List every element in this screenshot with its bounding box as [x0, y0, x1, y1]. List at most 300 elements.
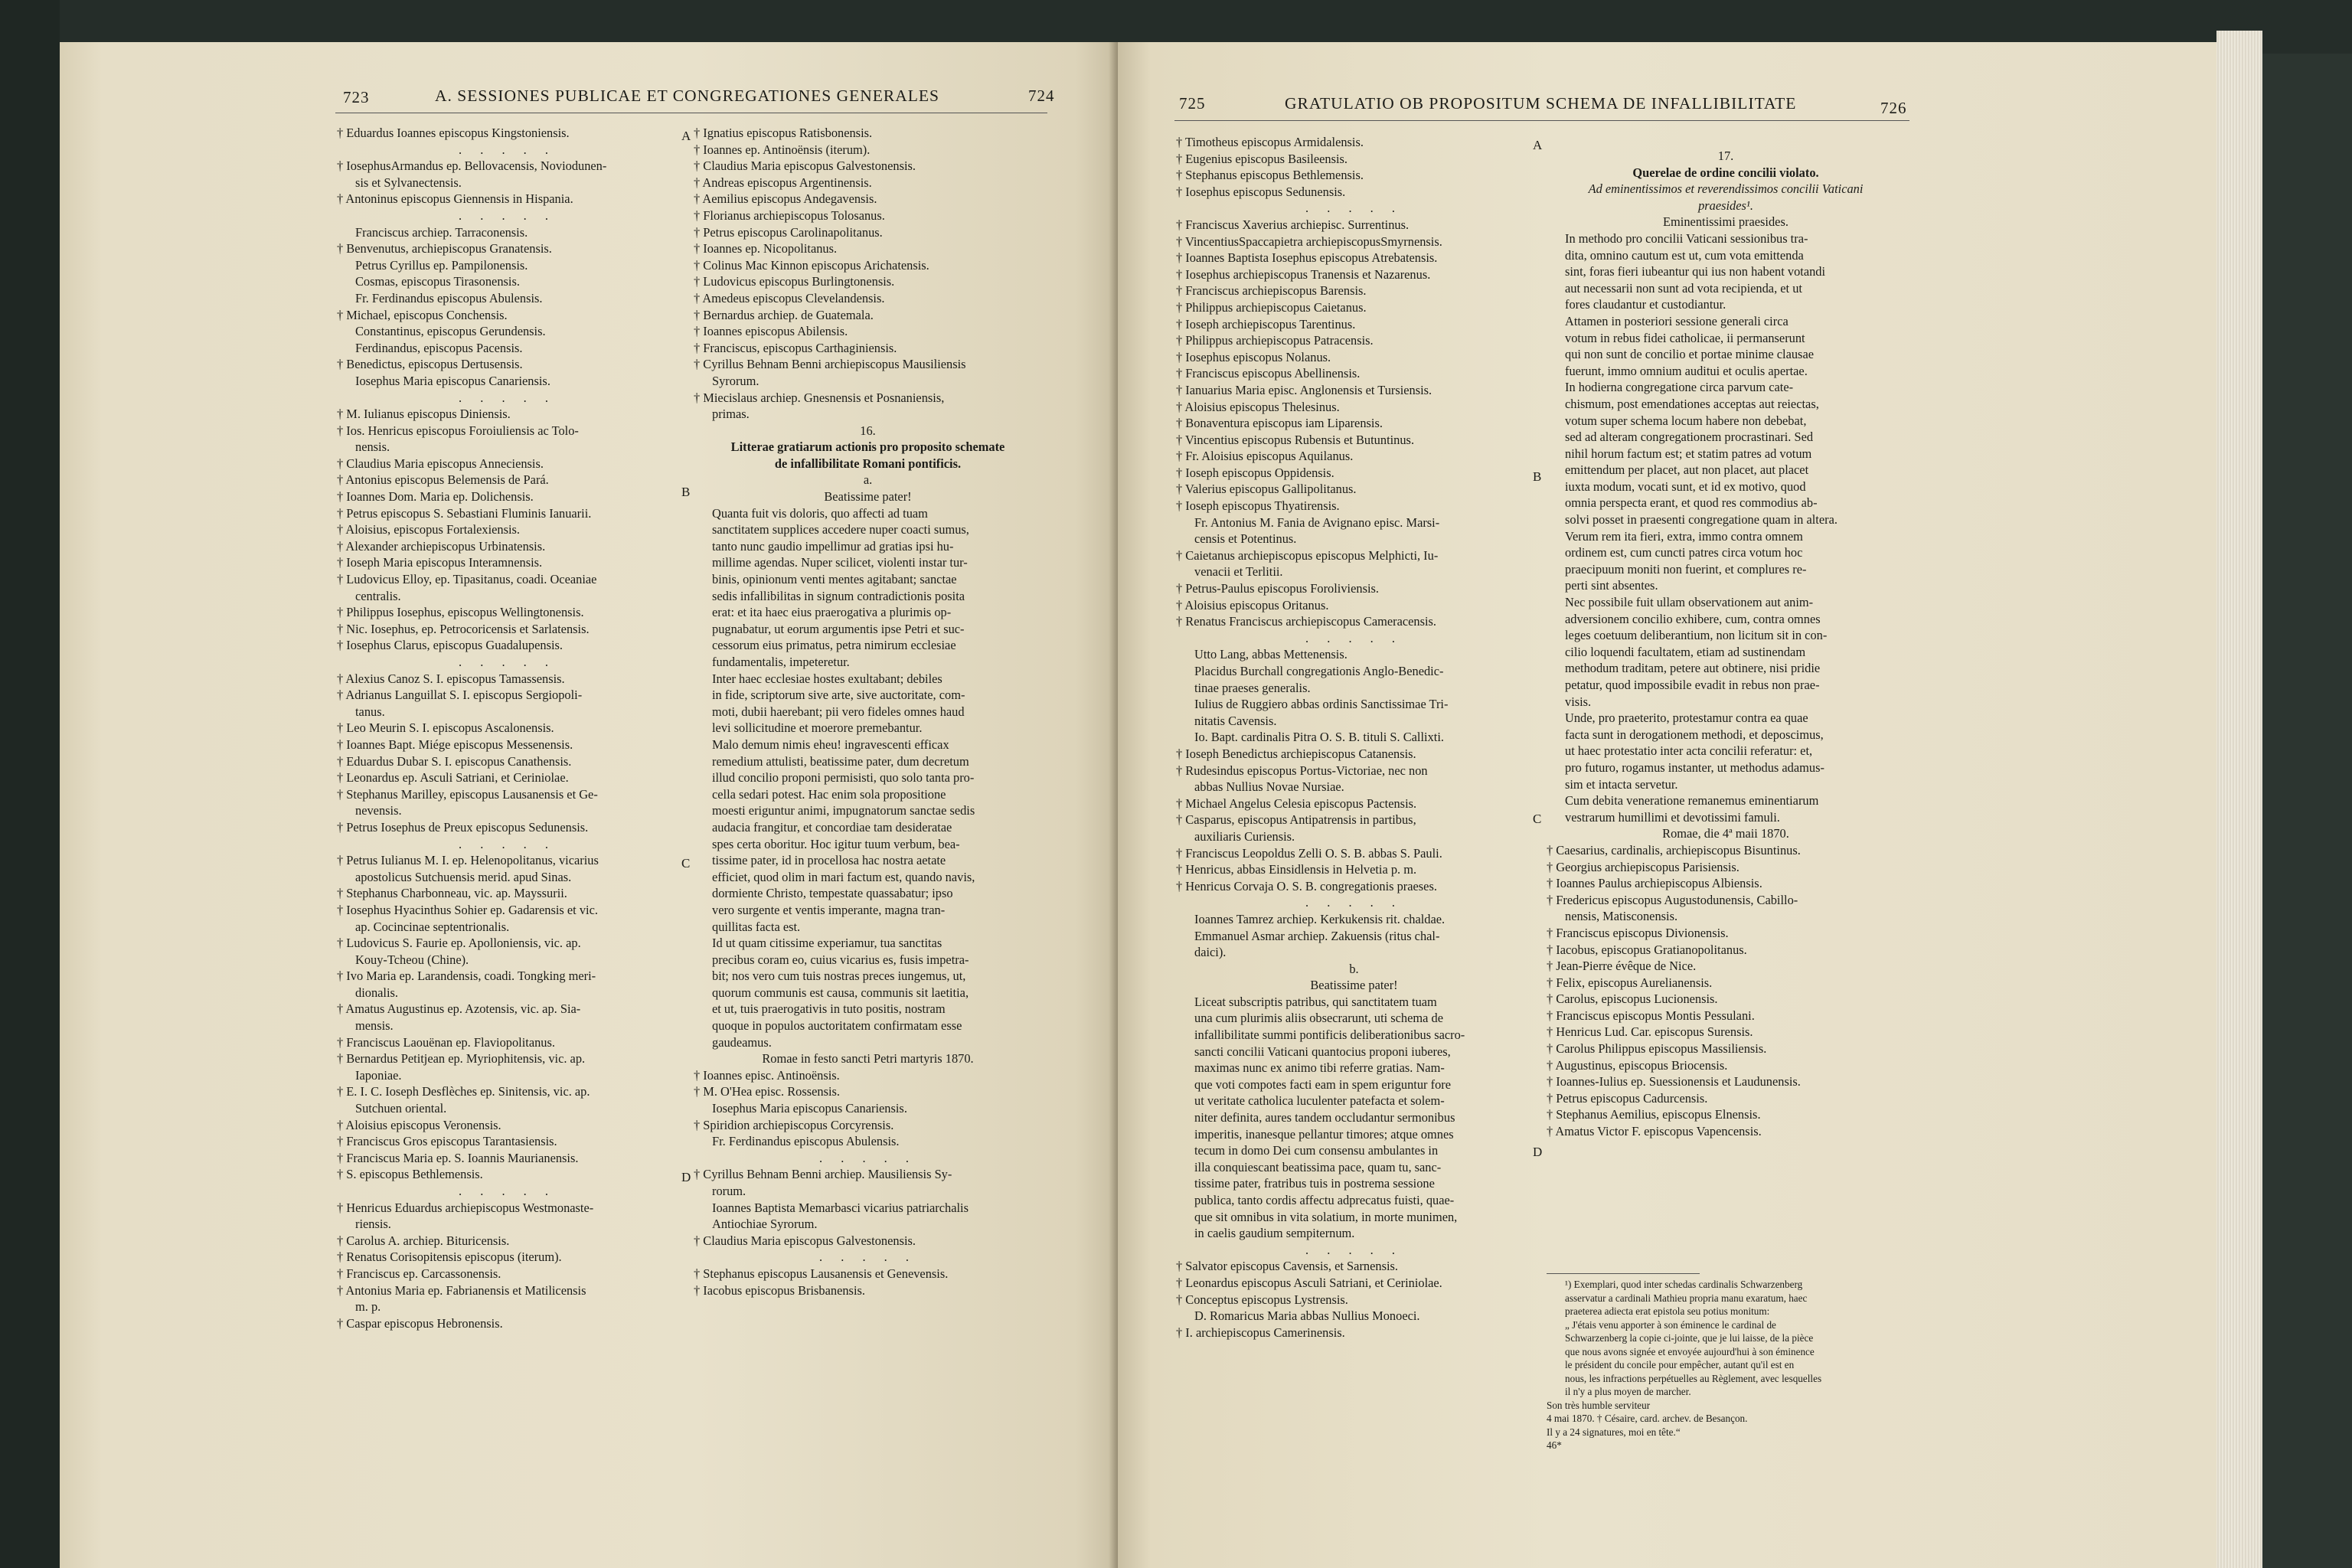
r-col1-line: † Henricus Corvaja O. S. B. congregationis praeses.: [1176, 878, 1437, 893]
r-col1-line: Fr. Antonius M. Fania de Avignano episc. Marsi-: [1194, 514, 1440, 530]
r-col1-line: una cum plurimis aliis obsecrarunt, uti schema de: [1194, 1011, 1443, 1026]
l-col1-line: † Henricus Eduardus archiepiscopus Westmonaste-: [337, 1200, 594, 1215]
right-column-2: [1547, 148, 1905, 1140]
l-col2-line: Inter haec ecclesiae hostes exultabant; debiles: [712, 671, 942, 686]
l-col2-line: dormiente Christo, tempestate quassabatur; ipso: [712, 886, 953, 901]
r-col1-line: † Stephanus episcopus Bethlemensis.: [1176, 168, 1364, 183]
r-col1-line: niter definita, aures tandem occludantur sermonibus: [1194, 1110, 1455, 1125]
r-col1-line: † Ioseph episcopus Oppidensis.: [1176, 465, 1334, 480]
r-col1-line: † Iosephus archiepiscopus Tranensis et Nazarenus.: [1176, 266, 1431, 282]
r-col1-line: tissime pater, fratribus tuis in postrema sessione: [1194, 1176, 1435, 1191]
r-col2-line: omnia perspecta erant, et quod res commodius ab-: [1565, 495, 1818, 511]
l-col1-line: † Alexius Canoz S. I. episcopus Tamassensis.: [337, 671, 565, 686]
r-col2-line: Unde, pro praeterito, protestamur contra ea quae: [1565, 710, 1808, 726]
l-col2-line: † Franciscus, episcopus Carthaginiensis.: [694, 340, 897, 355]
r-col1-line: . . . . .: [1305, 630, 1403, 645]
r-col1-line: Placidus Burchall congregationis Anglo-Benedic-: [1194, 664, 1444, 678]
l-col2-line: Id ut quam citissime experiamur, tua sanctitas: [712, 936, 942, 951]
r-col2-line: † Franciscus episcopus Montis Pessulani.: [1547, 1008, 1755, 1023]
r-col2-line: † Stephanus Aemilius, episcopus Elnensis.: [1547, 1107, 1761, 1122]
l-col1-line: † Ios. Henricus episcopus Foroiuliensis ac Tolo-: [337, 423, 579, 438]
r-col1-line: † Petrus-Paulus episcopus Foroliviensis.: [1176, 581, 1379, 596]
r-col1-line: † Iosephus episcopus Sedunensis.: [1176, 184, 1346, 199]
r-col2-line: iuxta modum, vocati sunt, et id ex motivo, quod: [1565, 479, 1806, 494]
r-col1-line: que voti compotes facti eam in spem eriguntur fore: [1194, 1076, 1451, 1092]
right-page-number-b: 726: [1880, 99, 1907, 117]
l-col2-line: quillitas facta est.: [712, 919, 801, 934]
margin-letter-b-right: B: [1533, 469, 1542, 484]
r-col1-line: † Bonaventura episcopus iam Liparensis.: [1176, 416, 1383, 431]
l-col2-line: Beatissime pater!: [824, 489, 912, 505]
l-col1-line: tanus.: [355, 704, 385, 719]
r-col2-line: Verum rem ita fieri, extra, immo contra omnem: [1565, 528, 1803, 544]
l-col1-line: † Ludovicus S. Faurie ep. Apolloniensis, vic. ap.: [337, 936, 581, 951]
footnote: [1547, 1278, 1905, 1452]
r-foot-line: nous, les infractions perpétuelles au Règlement, avec lesquelles: [1565, 1372, 1822, 1384]
r-col2-line: votum super schema locum habere non debebat,: [1565, 413, 1807, 428]
r-col1-line: † Ioannes Baptista Iosephus episcopus Atrebatensis.: [1176, 250, 1438, 266]
r-col1-line: † Salvator episcopus Cavensis, et Sarnensis.: [1176, 1259, 1398, 1274]
r-col2-line: Nec possibile fuit ullam observationem aut anim-: [1565, 595, 1814, 610]
l-col1-line: m. p.: [355, 1299, 381, 1315]
right-page: [1118, 42, 2216, 1568]
l-col1-line: Ferdinandus, episcopus Pacensis.: [355, 340, 523, 355]
l-col1-line: Iaponiae.: [355, 1067, 402, 1083]
margin-letter-c-right: C: [1533, 812, 1542, 826]
r-col1-line: † Aloisius episcopus Oritanus.: [1176, 597, 1329, 612]
right-column-1: [1176, 134, 1532, 1341]
l-col2-line: tanto nunc gaudio impellimur ad gratias ipsi hu-: [712, 538, 954, 554]
right-running-head: GRATULATIO OB PROPOSITUM SCHEMA DE INFALLIBILITATE: [1285, 94, 1797, 113]
l-col2-line: † Aemilius episcopus Andegavensis.: [694, 191, 877, 207]
l-col2-line: Ioannes Baptista Memarbasci vicarius patriarchalis: [712, 1200, 969, 1215]
r-col1-line: Emmanuel Asmar archiep. Zakuensis (ritus chal-: [1194, 928, 1440, 943]
l-col2-line: sedis infallibilitas in signum contradictionis posita: [712, 588, 965, 603]
l-col2-line: † Claudius Maria episcopus Galvestonensis.: [694, 158, 916, 174]
r-col2-line: Attamen in posteriori sessione generali circa: [1565, 313, 1788, 328]
l-col2-line: † Ioannes episc. Antinoënsis.: [694, 1067, 840, 1083]
r-col2-line: dita, omnino cautum est ut, cum vota emittenda: [1565, 247, 1804, 263]
r-col1-line: Liceat subscriptis patribus, qui sanctitatem tuam: [1194, 994, 1437, 1009]
r-col1-line: † Ianuarius Maria episc. Anglonensis et Tursiensis.: [1176, 382, 1432, 397]
l-col2-line: † Amedeus episcopus Clevelandensis.: [694, 290, 885, 305]
r-col2-line: votum in rebus fidei catholicae, ii permanserunt: [1565, 330, 1805, 345]
r-col1-line: auxiliaris Curiensis.: [1194, 828, 1295, 844]
r-col1-line: † Conceptus episcopus Lystrensis.: [1176, 1292, 1348, 1307]
r-col2-line: ut haec protestatio inter acta concilii referatur: et,: [1565, 743, 1813, 759]
l-col1-line: † Iosephus Hyacinthus Sohier ep. Gadarensis et vic.: [337, 902, 598, 917]
l-col1-line: Sutchuen oriental.: [355, 1101, 447, 1116]
l-col1-line: † Philippus Iosephus, episcopus Wellingtonensis.: [337, 605, 584, 620]
margin-letter-c: C: [681, 856, 691, 871]
l-col2-line: efficiet, quod olim in mari factum est, quando navis,: [712, 869, 975, 884]
r-col1-line: publica, tanto cordis affectu adprecatus fuisti, quae-: [1194, 1193, 1455, 1207]
r-col2-line: † Ioannes Paulus archiepiscopus Albiensis.: [1547, 876, 1762, 891]
l-col2-line: spes certa oboritur. Hoc igitur tuum verbum, bea-: [712, 836, 960, 851]
r-col2-line: praesides¹.: [1698, 198, 1753, 213]
l-col1-line: † Amatus Augustinus ep. Azotensis, vic. ap. Sia-: [337, 1001, 581, 1017]
l-col2-line: pugnabatur, ut eorum argumentis ipse Petri et suc-: [712, 621, 965, 636]
l-col1-line: † Benedictus, episcopus Dertusensis.: [337, 357, 523, 372]
r-col2-line: aut necessarii non sunt ad vota recipienda, et ut: [1565, 280, 1802, 296]
r-foot-line: 46*: [1547, 1439, 1562, 1451]
r-col2-line: pro futuro, rogamus instanter, ut methodus adamus-: [1565, 760, 1824, 775]
footnote-rule: [1547, 1273, 1700, 1274]
l-col1-line: † Michael, episcopus Conchensis.: [337, 307, 508, 322]
l-col2-line: † M. O'Hea episc. Rossensis.: [694, 1084, 840, 1099]
r-foot-line: Schwarzenberg la copie ci-jointe, que je lui laisse, de la pièce: [1565, 1332, 1814, 1344]
l-col1-line: Kouy-Tcheou (Chine).: [355, 952, 469, 967]
l-col1-line: † Franciscus Laouënan ep. Flaviopolitanus.: [337, 1034, 555, 1050]
l-col2-line: Antiochiae Syrorum.: [712, 1217, 818, 1232]
l-col1-line: † Ludovicus Elloy, ep. Tipasitanus, coadi. Oceaniae: [337, 572, 597, 587]
r-col2-line: facta sunt in derogationem methodi, et deposcimus,: [1565, 727, 1824, 742]
r-col1-line: † Ioseph episcopus Thyatirensis.: [1176, 498, 1340, 514]
page-edges: [2216, 31, 2262, 1568]
l-col1-line: † Franciscus Gros episcopus Tarantasiensis.: [337, 1134, 557, 1149]
r-col2-line: praecipuum moniti non fuerint, et complures re-: [1565, 561, 1807, 577]
r-col1-line: † Caietanus archiepiscopus episcopus Melphicti, Iu-: [1176, 547, 1439, 563]
margin-letter-a: A: [681, 129, 691, 143]
r-col2-line: In methodo pro concilii Vaticani sessionibus tra-: [1565, 230, 1808, 246]
l-col1-line: † Petrus episcopus S. Sebastiani Fluminis Ianuarii.: [337, 505, 592, 521]
l-col1-line: dionalis.: [355, 985, 398, 1000]
l-col2-line: moti, dubii haerebant; pii vero fideles omnes haud: [712, 704, 965, 719]
r-col1-line: † I. archiepiscopus Camerinensis.: [1176, 1325, 1345, 1340]
r-foot-line: Il y a 24 signatures, moi en tête.“: [1547, 1426, 1681, 1438]
r-col1-line: venacii et Terlitii.: [1194, 564, 1283, 580]
l-col2-line: gaudeamus.: [712, 1034, 772, 1050]
l-col1-line: Petrus Cyrillus ep. Pampilonensis.: [355, 257, 528, 273]
l-col2-line: † Colinus Mac Kinnon episcopus Arichatensis.: [694, 257, 929, 273]
r-col2-line: ordinem est, cum cuncti patres circa votum hoc: [1565, 545, 1803, 560]
r-col1-line: † Casparus, episcopus Antipatrensis in partibus,: [1176, 812, 1416, 828]
r-col2-line: † Henricus Lud. Car. episcopus Surensis.: [1547, 1024, 1753, 1040]
l-col1-line: nevensis.: [355, 803, 402, 818]
l-col2-line: † Cyrillus Behnam Benni archiepiscopus Mausiliensis: [694, 357, 966, 372]
r-col2-line: nihil horum factum est; et statim patres ad votum: [1565, 446, 1812, 461]
r-col1-line: D. Romaricus Maria abbas Nullius Monoeci.: [1194, 1308, 1420, 1324]
l-col2-line: illud concilio proponi permisisti, quo solo tanta pro-: [712, 770, 975, 786]
l-col1-line: . . . . .: [459, 655, 556, 669]
r-foot-line: asservatur a cardinali Mathieu propria manu exaratum, haec: [1565, 1292, 1808, 1304]
r-col2-line: vestrarum humillimi et devotissimi famuli.: [1565, 809, 1780, 825]
r-col2-line: † Carolus Philippus episcopus Massiliensis.: [1547, 1041, 1767, 1057]
r-col1-line: † Vincentius episcopus Rubensis et Butuntinus.: [1176, 432, 1415, 447]
l-col2-line: Quanta fuit vis doloris, quo affecti ad tuam: [712, 505, 928, 521]
r-col1-line: abbas Nullius Novae Nursiae.: [1194, 779, 1344, 795]
r-col2-line: sim et intacta servetur.: [1565, 776, 1678, 792]
l-col1-line: † Benvenutus, archiepiscopus Granatensis.: [337, 241, 552, 256]
r-col2-line: petatur, quod impossibile evadit in rebus non prae-: [1565, 678, 1820, 692]
r-col1-line: tecum in domo Dei cum consensu ambulantes in: [1194, 1143, 1439, 1158]
r-foot-line: ¹) Exemplari, quod inter schedas cardinalis Schwarzenberg: [1565, 1279, 1803, 1290]
l-col2-line: levi sollicitudine et moerore premebantur.: [712, 720, 923, 736]
r-col1-line: illa conquiescant beatissima pace, quam tu, sanc-: [1194, 1159, 1442, 1174]
l-col1-line: † Petrus Iosephus de Preux episcopus Sedunensis.: [337, 819, 589, 835]
r-col2-line: † Amatus Victor F. episcopus Vapencensis.: [1547, 1124, 1762, 1139]
r-col1-line: † Fr. Aloisius episcopus Aquilanus.: [1176, 449, 1354, 464]
r-col1-line: † Iosephus episcopus Nolanus.: [1176, 349, 1331, 364]
right-header-rule: [1174, 120, 1909, 121]
r-col2-line: † Ioannes-Iulius ep. Suessionensis et Laudunensis.: [1547, 1074, 1801, 1089]
l-col2-line: millime agendas. Nuper scilicet, violenti instar tur-: [712, 555, 968, 570]
r-col2-line: † Caesarius, cardinalis, archiepiscopus Bisuntinus.: [1547, 842, 1801, 858]
r-col2-line: Eminentissimi praesides.: [1663, 214, 1788, 230]
l-col2-line: Fr. Ferdinandus episcopus Abulensis.: [712, 1134, 900, 1149]
l-col1-line: Fr. Ferdinandus episcopus Abulensis.: [355, 290, 543, 305]
r-col1-line: † Renatus Franciscus archiepiscopus Cameracensis.: [1176, 614, 1437, 629]
r-col2-line: † Petrus episcopus Cadurcensis.: [1547, 1090, 1708, 1106]
l-col1-line: † Antonius episcopus Belemensis de Pará.: [337, 472, 549, 488]
r-col1-line: † Franciscus Xaverius archiepisc. Surrentinus.: [1176, 217, 1410, 232]
r-col1-line: b.: [1349, 961, 1359, 976]
l-col1-line: † Renatus Corisopitensis episcopus (iterum).: [337, 1250, 562, 1265]
r-col1-line: Ioannes Tamrez archiep. Kerkukensis rit. chaldae.: [1194, 911, 1446, 926]
l-col2-line: Romae in festo sancti Petri martyris 1870.: [762, 1051, 974, 1067]
r-col1-line: † Franciscus Leopoldus Zelli O. S. B. abbas S. Pauli.: [1176, 845, 1442, 861]
l-col1-line: Iosephus Maria episcopus Canariensis.: [355, 373, 550, 388]
r-col1-line: Utto Lang, abbas Mettenensis.: [1194, 647, 1348, 662]
l-col2-line: rorum.: [712, 1184, 746, 1198]
r-col1-line: . . . . .: [1305, 1242, 1403, 1257]
l-col2-line: quorum communis est causa, communis sit laetitia,: [712, 985, 969, 1000]
r-col2-line: † Fredericus episcopus Augustodunensis, Cabillo-: [1547, 892, 1798, 907]
r-col2-line: perti sint absentes.: [1565, 578, 1658, 593]
r-col1-line: † Henricus, abbas Einsidlensis in Helvetia p. m.: [1176, 862, 1417, 877]
l-col2-line: remedium attulisti, beatissime pater, dum decretum: [712, 753, 969, 769]
l-col1-line: † Adrianus Languillat S. I. episcopus Sergiopoli-: [337, 688, 583, 703]
r-col2-line: leges coetuum deliberantium, non licitum sit in con-: [1565, 628, 1828, 643]
l-col2-line: in fide, scriptorum sive arte, sive auctoritate, com-: [712, 688, 965, 703]
r-col1-line: † Timotheus episcopus Armidalensis.: [1176, 135, 1364, 149]
l-col1-line: † Franciscus Maria ep. S. Ioannis Maurianensis.: [337, 1150, 579, 1165]
l-col1-line: Constantinus, episcopus Gerundensis.: [355, 324, 546, 339]
r-col2-line: adversionem concilio exhibere, cum, contra omnes: [1565, 611, 1821, 626]
l-col2-line: bit; nos vero cum tuis nostras preces iungemus, ut,: [712, 969, 966, 984]
left-page: [60, 42, 1118, 1568]
l-col1-line: † Antoninus episcopus Giennensis in Hispania.: [337, 191, 573, 207]
l-col2-line: † Ludovicus episcopus Burlingtonensis.: [694, 274, 895, 289]
l-col1-line: † Caspar episcopus Hebronensis.: [337, 1315, 503, 1331]
l-col1-line: † M. Iulianus episcopus Diniensis.: [337, 407, 511, 422]
l-col2-line: quoque in populos auctoritatem confirmatam esse: [712, 1018, 962, 1034]
r-col2-line: visis.: [1565, 694, 1592, 709]
l-col1-line: † Eduardus Ioannes episcopus Kingstoniensis.: [337, 126, 570, 140]
l-col1-line: † Nic. Iosephus, ep. Petrocoricensis et Sarlatensis.: [337, 621, 590, 636]
r-col2-line: nensis, Matisconensis.: [1565, 909, 1678, 924]
l-col2-line: † Bernardus archiep. de Guatemala.: [694, 307, 874, 322]
left-running-head: A. SESSIONES PUBLICAE ET CONGREGATIONES GENERALES: [435, 87, 939, 105]
r-col2-line: † Iacobus, episcopus Gratianopolitanus.: [1547, 942, 1747, 957]
l-col1-line: Franciscus archiep. Tarraconensis.: [355, 224, 528, 240]
l-col2-line: Iosephus Maria episcopus Canariensis.: [712, 1101, 907, 1116]
r-col1-line: tinae praeses generalis.: [1194, 680, 1311, 695]
r-col1-line: imperitis, inanesque pellantur timores; atque omnes: [1194, 1126, 1454, 1142]
l-col1-line: . . . . .: [459, 390, 556, 405]
l-col1-line: † Aloisius episcopus Veronensis.: [337, 1117, 501, 1132]
r-col2-line: † Felix, episcopus Aurelianensis.: [1547, 975, 1713, 990]
l-col1-line: † Iosephus Clarus, episcopus Guadalupensis.: [337, 638, 563, 653]
r-col1-line: censis et Potentinus.: [1194, 531, 1297, 547]
l-col1-line: † Alexander archiepiscopus Urbinatensis.: [337, 538, 546, 554]
margin-letter-b: B: [681, 485, 691, 499]
l-col2-line: fundamentalis, impeteretur.: [712, 655, 850, 669]
r-col1-line: sancti concilii Vaticani quantocius proponi iuberes,: [1194, 1044, 1451, 1059]
l-col1-line: . . . . .: [459, 836, 556, 851]
r-col2-line: Ad eminentissimos et reverendissimos concilii Vaticani: [1588, 181, 1864, 197]
r-col1-line: † VincentiusSpaccapietra archiepiscopusSmyrnensis.: [1176, 234, 1442, 249]
l-col2-line: † Spiridion archiepiscopus Corcyrensis.: [694, 1117, 894, 1132]
l-col2-line: sanctitatem supplices accedere nuper coacti sumus,: [712, 522, 969, 537]
l-col1-line: . . . . .: [459, 1184, 556, 1198]
margin-letter-a-right: A: [1533, 138, 1543, 152]
l-col2-line: . . . . .: [819, 1250, 916, 1265]
r-col1-line: † Philippus archiepiscopus Patracensis.: [1176, 333, 1374, 348]
r-col1-line: infallibilitate summi pontificis deliberationibus sacro-: [1194, 1027, 1465, 1043]
r-col2-line: emittendum per placet, aut non placet, aut placet: [1565, 462, 1809, 478]
r-col1-line: † Ioseph Benedictus archiepiscopus Catanensis.: [1176, 746, 1416, 761]
l-col1-line: † Bernardus Petitjean ep. Myriophitensis, vic. ap.: [337, 1051, 586, 1067]
r-col1-line: . . . . .: [1305, 895, 1403, 910]
l-col1-line: † Carolus A. archiep. Bituricensis.: [337, 1233, 510, 1248]
l-col2-line: precibus coram eo, cuius vicarius es, fusis impetra-: [712, 952, 969, 967]
l-col1-line: † Ioannes Dom. Maria ep. Dolichensis.: [337, 489, 534, 505]
l-col1-line: nensis.: [355, 439, 390, 455]
l-col1-line: † Stephanus Marilley, episcopus Lausanensis et Ge-: [337, 786, 598, 802]
l-col2-line: † Iacobus episcopus Brisbanensis.: [694, 1282, 865, 1298]
left-column-1: [337, 125, 678, 1331]
l-col2-line: 16.: [860, 423, 876, 438]
r-col1-line: † Rudesindus episcopus Portus-Victoriae, nec non: [1176, 763, 1428, 778]
r-col2-line: sed ad alteram congregationem procrastinari. Sed: [1565, 430, 1814, 445]
l-col2-line: vero surgente et ventis imperante, magna tran-: [712, 902, 946, 917]
r-col2-line: fuerunt, immo omnium auditui et oculis apertae.: [1565, 363, 1808, 378]
r-col1-line: † Michael Angelus Celesia episcopus Pactensis.: [1176, 795, 1417, 811]
r-col2-line: solvi posset in praesenti congregatione quam in altera.: [1565, 512, 1838, 528]
r-col2-line: sint, foras fieri iubeantur qui ius non habent votandi: [1565, 264, 1826, 279]
l-col2-line: a.: [863, 472, 873, 488]
r-col1-line: † Franciscus archiepiscopus Barensis.: [1176, 283, 1367, 299]
l-col2-line: de infallibilitate Romani pontificis.: [774, 456, 962, 471]
l-col2-line: cessorum eius primatus, petra nimirum ecclesiae: [712, 638, 956, 653]
l-col2-line: moesti eriguntur animi, impugnatorum sanctae sedis: [712, 803, 975, 818]
l-col1-line: † Aloisius, episcopus Fortalexiensis.: [337, 522, 521, 537]
r-col2-line: 17.: [1717, 149, 1734, 163]
r-col1-line: Beatissime pater!: [1310, 978, 1398, 993]
l-col1-line: † Antonius Maria ep. Fabrianensis et Matilicensis: [337, 1282, 586, 1298]
l-col1-line: † IosephusArmandus ep. Bellovacensis, Noviodunen-: [337, 158, 607, 174]
l-col1-line: † Leo Meurin S. I. episcopus Ascalonensis.: [337, 720, 554, 736]
l-col2-line: Syrorum.: [712, 373, 760, 388]
r-foot-line: il n'y a plus moyen de marcher.: [1565, 1386, 1691, 1397]
l-col2-line: † Ioannes ep. Antinoënsis (iterum).: [694, 142, 871, 157]
l-col1-line: † Stephanus Charbonneau, vic. ap. Mayssurii.: [337, 886, 567, 901]
r-col1-line: que sit omnibus in vita solatium, in morte munimen,: [1194, 1209, 1458, 1224]
r-foot-line: 4 mai 1870. † Césaire, card. archev. de Besançon.: [1547, 1413, 1748, 1424]
r-foot-line: Son très humble serviteur: [1547, 1399, 1651, 1411]
l-col2-line: binis, opinionum venti mentes agitabant; sanctae: [712, 572, 957, 587]
r-col1-line: † Valerius episcopus Gallipolitanus.: [1176, 482, 1357, 497]
r-col2-line: † Augustinus, episcopus Briocensis.: [1547, 1057, 1728, 1073]
r-col1-line: † Aloisius episcopus Thelesinus.: [1176, 399, 1340, 414]
l-col2-line: tissime pater, id in procellosa hac nostra aetate: [712, 853, 946, 868]
r-col1-line: † Eugenius episcopus Basileensis.: [1176, 151, 1348, 166]
l-col2-line: † Ignatius episcopus Ratisbonensis.: [694, 126, 873, 140]
r-col2-line: chismum, post emendationes acceptas aut reiectas,: [1565, 396, 1819, 411]
right-page-number-a: 725: [1179, 94, 1206, 113]
l-col2-line: † Ioannes ep. Nicopolitanus.: [694, 241, 838, 256]
l-col2-line: † Stephanus episcopus Lausanensis et Genevensis.: [694, 1266, 949, 1281]
r-col1-line: † Leonardus episcopus Asculi Satriani, et Ceriniolae.: [1176, 1275, 1442, 1290]
left-page-number-b: 724: [1028, 87, 1055, 105]
r-col2-line: † Georgius archiepiscopus Parisiensis.: [1547, 859, 1740, 874]
r-foot-line: praeterea adiecta erat epistola seu potius monitum:: [1565, 1305, 1770, 1317]
l-col2-line: † Andreas episcopus Argentinensis.: [694, 175, 872, 190]
r-col1-line: ut veritate catholica luculenter patefacta et solem-: [1194, 1093, 1445, 1109]
l-col2-line: . . . . .: [819, 1150, 916, 1165]
r-col1-line: † Franciscus episcopus Abellinensis.: [1176, 366, 1361, 381]
l-col1-line: . . . . .: [459, 207, 556, 223]
l-col2-line: primas.: [712, 407, 750, 422]
r-foot-line: „ J'étais venu apporter à son éminence le cardinal de: [1565, 1318, 1776, 1331]
r-col2-line: Romae, die 4ª maii 1870.: [1662, 826, 1789, 841]
l-col2-line: erat: et ita haec eius praerogativa a plurimis op-: [712, 605, 952, 620]
r-col1-line: . . . . .: [1305, 201, 1403, 216]
l-col1-line: † Leonardus ep. Asculi Satriani, et Ceriniolae.: [337, 770, 569, 786]
r-col2-line: Cum debita veneratione remanemus eminentiarum: [1565, 793, 1819, 808]
l-col2-line: Malo demum nimis eheu! ingravescenti efficax: [712, 737, 949, 752]
r-foot-line: que nous avons signée et envoyée aujourd'hui à son éminence: [1565, 1345, 1815, 1357]
l-col2-line: † Cyrillus Behnam Benni archiep. Mausiliensis Sy-: [694, 1167, 952, 1182]
l-col1-line: ap. Cocincinae septentrionalis.: [355, 919, 510, 934]
r-col1-line: in caelis gaudium sempiternum.: [1194, 1226, 1355, 1241]
l-col2-line: Litterae gratiarum actionis pro proposito schemate: [730, 439, 1005, 455]
l-col2-line: et ut, tuis praerogativis in tuto positis, nostram: [712, 1001, 946, 1017]
l-col1-line: sis et Sylvanectensis.: [355, 175, 462, 190]
r-col1-line: † Philippus archiepiscopus Caietanus.: [1176, 299, 1367, 315]
l-col1-line: † Ioseph Maria episcopus Interamnensis.: [337, 555, 543, 570]
r-col1-line: maximas nunc ex animo tibi referre gratias. Nam-: [1194, 1060, 1445, 1076]
l-col1-line: † Eduardus Dubar S. I. episcopus Canathensis.: [337, 753, 572, 769]
r-col2-line: † Carolus, episcopus Lucionensis.: [1547, 991, 1718, 1007]
left-column-2: [694, 125, 1042, 1298]
r-col1-line: daici).: [1194, 945, 1227, 960]
r-foot-line: le président du concile pour empêcher, autant qu'il est en: [1565, 1359, 1795, 1370]
l-col2-line: † Petrus episcopus Carolinapolitanus.: [694, 224, 883, 240]
r-col2-line: fores claudantur et custodiantur.: [1565, 297, 1726, 312]
l-col1-line: Cosmas, episcopus Tirasonensis.: [355, 274, 520, 289]
l-col2-line: † Miecislaus archiep. Gnesnensis et Posnaniensis,: [694, 390, 945, 405]
l-col1-line: † Ioannes Bapt. Miége episcopus Messenensis.: [337, 737, 573, 752]
r-col1-line: † Ioseph archiepiscopus Tarentinus.: [1176, 316, 1356, 332]
l-col1-line: † E. I. C. Ioseph Desflèches ep. Sinitensis, vic. ap.: [337, 1084, 590, 1099]
margin-letter-d-right: D: [1533, 1145, 1543, 1159]
l-col2-line: † Ioannes episcopus Abilensis.: [694, 324, 848, 339]
l-col1-line: . . . . .: [459, 142, 556, 157]
l-col1-line: † Franciscus ep. Carcassonensis.: [337, 1266, 501, 1281]
background-left: [0, 0, 60, 1568]
l-col1-line: † Ivo Maria ep. Larandensis, coadi. Tongking meri-: [337, 969, 596, 984]
r-col2-line: qui non sunt de concilio et portae minime clausae: [1565, 347, 1814, 362]
l-col1-line: riensis.: [355, 1217, 391, 1232]
l-col1-line: mensis.: [355, 1018, 394, 1034]
r-col2-line: Querelae de ordine concilii violato.: [1632, 165, 1819, 180]
r-col2-line: † Jean-Pierre évêque de Nice.: [1547, 959, 1697, 974]
r-col2-line: In hodierna congregatione circa parvum cate-: [1565, 380, 1794, 395]
l-col1-line: † Petrus Iulianus M. I. ep. Helenopolitanus, vicarius: [337, 853, 599, 868]
l-col2-line: audacia frangitur, et concordiae tam desideratae: [712, 819, 952, 835]
